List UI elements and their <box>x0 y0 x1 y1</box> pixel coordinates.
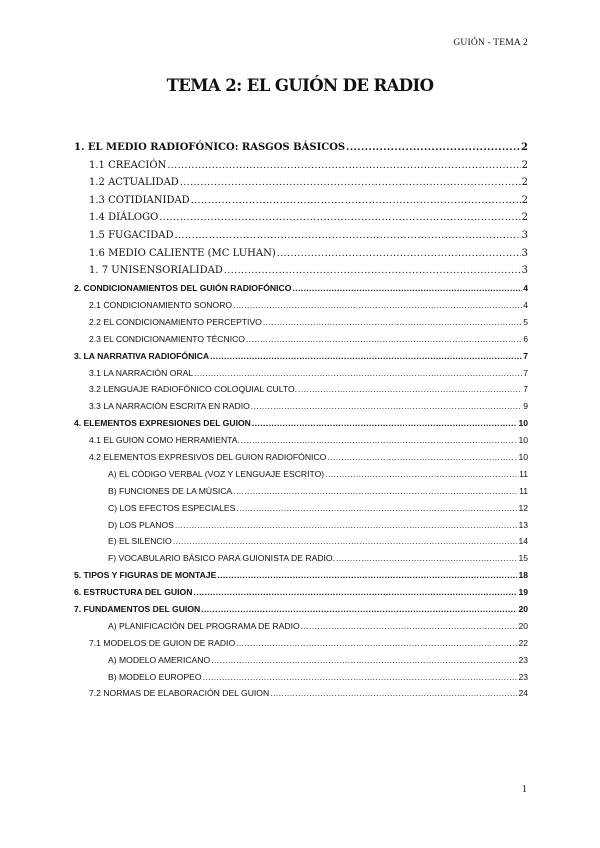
toc-entry-page: 23 <box>518 654 528 665</box>
toc-entry-title: 1. 7 UNISENSORIALIDAD <box>89 265 223 277</box>
toc-leader-dots <box>270 686 517 700</box>
toc-entry[interactable] <box>74 532 528 549</box>
toc-entry[interactable] <box>74 616 528 633</box>
toc-leader-dots <box>175 229 521 243</box>
toc-entry[interactable] <box>74 278 528 295</box>
document-title: TEMA 2: EL GUIÓN DE RADIO <box>166 76 434 95</box>
toc-entry[interactable] <box>74 633 528 650</box>
toc-leader-dots <box>175 518 518 532</box>
toc-entry-page: 20 <box>518 620 528 631</box>
toc-leader-dots <box>327 450 517 464</box>
toc-leader-dots <box>325 467 518 481</box>
toc-entry[interactable] <box>74 667 528 684</box>
toc-entry-page: 6 <box>523 333 528 344</box>
toc-entry-title: D) LOS PLANOS <box>108 519 174 530</box>
toc-entry[interactable] <box>74 137 528 155</box>
toc-entry-title: 4.2 ELEMENTOS EXPRESIVOS DEL GUION RADIOFÓNICO <box>89 451 327 462</box>
toc-leader-dots <box>203 670 518 684</box>
toc-entry-title: 1.5 FUGACIDAD <box>89 229 174 241</box>
toc-entry-title: 3.2 LENGUAJE RADIOFÓNICO COLOQUIAL CULTO. <box>89 384 298 395</box>
toc-leader-dots <box>298 382 522 396</box>
toc-entry[interactable] <box>74 312 528 329</box>
toc-entry-title: B) FUNCIONES DE LA MÚSICA <box>108 485 233 496</box>
toc-leader-dots <box>301 619 518 633</box>
toc-leader-dots <box>180 176 521 190</box>
toc-entry-title: 7.2 NORMAS DE ELABORACIÓN DEL GUION <box>89 688 270 699</box>
toc-entry-title: 1. EL MEDIO RADIOFÓNICO: RASGOS BÁSICOS <box>74 142 346 153</box>
toc-leader-dots <box>336 551 517 565</box>
toc-entry[interactable] <box>74 155 528 173</box>
toc-entry-page: 23 <box>518 671 528 682</box>
toc-leader-dots <box>236 501 517 515</box>
toc-entry-page: 3 <box>521 265 528 277</box>
toc-entry-page: 11 <box>519 485 528 496</box>
toc-entry[interactable] <box>74 515 528 532</box>
toc-entry-title: 2. CONDICIONAMIENTOS DEL GUIÓN RADIOFÓNICO <box>74 283 292 294</box>
toc-leader-dots <box>217 568 517 582</box>
toc-entry-title: 2.1 CONDICIONAMIENTO SONORO <box>89 299 233 310</box>
toc-entry-title: 3.1 LA NARRACIÓN ORAL <box>89 367 194 378</box>
toc-entry-title: 1.4 DIÁLOGO <box>89 212 159 224</box>
toc-entry[interactable] <box>74 363 528 380</box>
toc-entry-page: 18 <box>518 570 528 581</box>
toc-entry[interactable] <box>74 413 528 430</box>
toc-entry-page: 2 <box>521 159 528 171</box>
toc-entry-page: 4 <box>523 299 528 310</box>
toc-entry-page: 19 <box>518 587 528 598</box>
toc-entry[interactable] <box>74 173 528 191</box>
toc-leader-dots <box>236 636 517 650</box>
toc-entry-title: 3.3 LA NARRACIÓN ESCRITA EN RADIO <box>89 401 250 412</box>
toc-entry[interactable] <box>74 208 528 226</box>
toc-leader-dots <box>211 653 517 667</box>
toc-entry-title: 7.1 MODELOS DE GUION DE RADIO <box>89 637 236 648</box>
toc-leader-dots <box>263 315 522 329</box>
toc-leader-dots <box>191 194 521 208</box>
toc-entry[interactable] <box>74 225 528 243</box>
toc-entry[interactable] <box>74 684 528 701</box>
toc-entry[interactable] <box>74 295 528 312</box>
toc-leader-dots <box>251 399 522 413</box>
toc-leader-dots <box>277 247 521 261</box>
toc-entry[interactable] <box>74 464 528 481</box>
toc-entry[interactable] <box>74 430 528 447</box>
toc-entry-page: 7 <box>523 350 528 361</box>
toc-entry[interactable] <box>74 582 528 599</box>
toc-entry-page: 15 <box>518 553 528 564</box>
toc-entry[interactable] <box>74 396 528 413</box>
toc-entry-page: 5 <box>523 316 528 327</box>
toc-entry-page: 4 <box>523 283 528 294</box>
toc-entry-title: C) LOS EFECTOS ESPECIALES <box>108 502 236 513</box>
toc-entry[interactable] <box>74 548 528 565</box>
toc-entry-title: B) MODELO EUROPEO <box>108 671 202 682</box>
toc-entry-page: 7 <box>523 367 528 378</box>
toc-leader-dots <box>173 534 518 548</box>
toc-entry[interactable] <box>74 498 528 515</box>
toc-leader-dots <box>241 433 518 447</box>
toc-entry-title: 4.1 EL GUION COMO HERRAMIENTA. <box>89 435 240 446</box>
toc-entry-title: 5. TIPOS Y FIGURAS DE MONTAJE <box>74 570 217 581</box>
toc-entry-title: 7. FUNDAMENTOS DEL GUION <box>74 603 201 614</box>
toc-leader-dots <box>194 366 522 380</box>
toc-entry-page: 2 <box>521 194 528 206</box>
toc-entry-page: 11 <box>519 468 528 479</box>
toc-entry[interactable] <box>74 346 528 363</box>
toc-entry[interactable] <box>74 447 528 464</box>
toc-leader-dots <box>167 159 520 173</box>
toc-entry-title: A) PLANIFICACIÓN DEL PROGRAMA DE RADIO <box>108 620 300 631</box>
toc-entry-title: 4. ELEMENTOS EXPRESIONES DEL GUION <box>74 418 251 429</box>
toc-leader-dots <box>224 264 521 278</box>
toc-leader-dots <box>346 141 520 155</box>
toc-leader-dots <box>159 211 520 225</box>
table-of-contents <box>74 137 528 700</box>
toc-entry-title: 3. LA NARRATIVA RADIOFÓNICA <box>74 350 210 361</box>
toc-entry-page: 10 <box>518 418 528 429</box>
toc-entry-page: 12 <box>518 502 528 513</box>
toc-leader-dots <box>201 602 517 616</box>
toc-entry-page: 2 <box>521 212 528 224</box>
toc-leader-dots <box>210 349 522 363</box>
toc-entry-page: 10 <box>518 451 528 462</box>
toc-entry[interactable] <box>74 329 528 346</box>
toc-entry-title: 1.2 ACTUALIDAD <box>89 177 179 189</box>
toc-entry[interactable] <box>74 190 528 208</box>
toc-entry-page: 22 <box>518 637 528 648</box>
toc-entry-page: 20 <box>518 603 528 614</box>
toc-entry-title: 2.3 EL CONDICIONAMIENTO TÉCNICO <box>89 333 245 344</box>
toc-entry[interactable] <box>74 261 528 279</box>
toc-leader-dots <box>233 484 518 498</box>
toc-entry-page: 14 <box>518 536 528 547</box>
toc-entry-page: 13 <box>518 519 528 530</box>
toc-entry-title: 1.6 MEDIO CALIENTE (MC LUHAN) <box>89 247 276 259</box>
toc-leader-dots <box>252 416 518 430</box>
toc-entry-title: 2.2 EL CONDICIONAMIENTO PERCEPTIVO <box>89 316 262 327</box>
toc-entry[interactable] <box>74 481 528 498</box>
toc-entry-page: 3 <box>521 247 528 259</box>
toc-entry-page: 2 <box>521 177 528 189</box>
toc-entry-page: 2 <box>521 142 528 153</box>
running-header: GUIÓN - TEMA 2 <box>453 38 528 48</box>
toc-leader-dots <box>193 585 517 599</box>
toc-entry[interactable] <box>74 243 528 261</box>
toc-entry-title: A) EL CÓDIGO VERBAL (VOZ Y LENGUAJE ESCRITO) <box>108 468 325 479</box>
toc-entry-title: F) VOCABULARIO BÁSICO PARA GUIONISTA DE RADIO. <box>108 553 335 564</box>
toc-entry[interactable] <box>74 380 528 397</box>
toc-entry-page: 10 <box>518 435 528 446</box>
toc-entry-title: E) EL SILENCIO <box>108 536 172 547</box>
page-number: 1 <box>522 784 527 795</box>
toc-leader-dots <box>233 298 522 312</box>
toc-entry-page: 24 <box>518 688 528 699</box>
toc-entry[interactable] <box>74 650 528 667</box>
toc-entry[interactable] <box>74 599 528 616</box>
toc-entry[interactable] <box>74 565 528 582</box>
toc-entry-title: A) MODELO AMERICANO <box>108 654 211 665</box>
toc-entry-page: 3 <box>521 229 528 241</box>
toc-leader-dots <box>246 332 522 346</box>
toc-entry-page: 9 <box>523 401 528 412</box>
toc-leader-dots <box>292 281 522 295</box>
toc-entry-title: 1.1 CREACIÓN <box>89 159 167 171</box>
toc-entry-title: 1.3 COTIDIANIDAD <box>89 194 190 206</box>
toc-entry-page: 7 <box>523 384 528 395</box>
toc-entry-title: 6. ESTRUCTURA DEL GUION <box>74 587 193 598</box>
